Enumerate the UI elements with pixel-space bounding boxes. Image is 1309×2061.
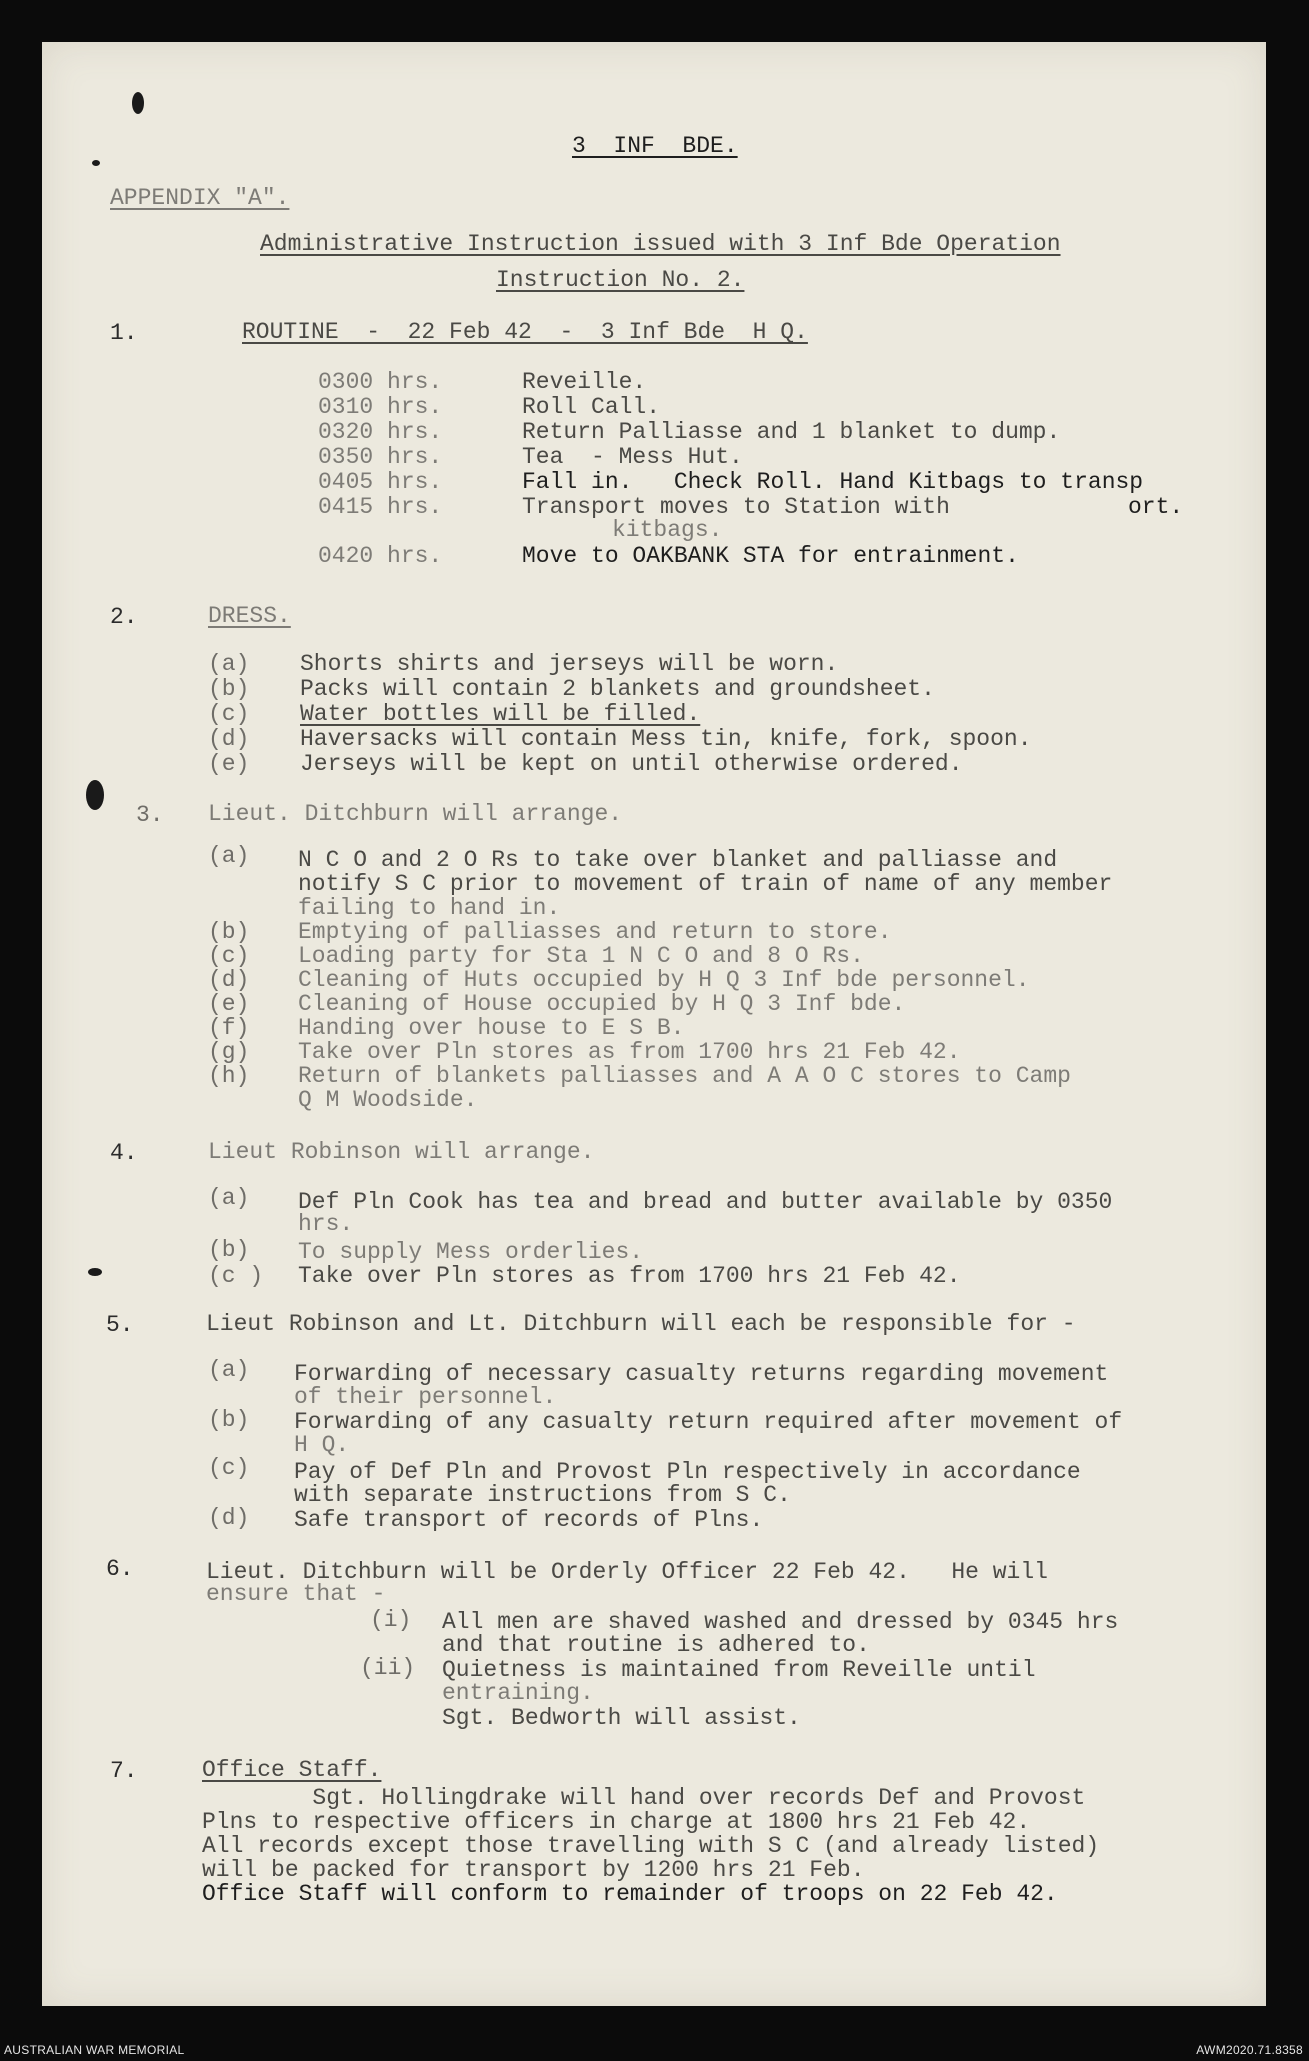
- dress-a-text: Shorts shirts and jerseys will be worn.: [300, 651, 839, 677]
- robinson-b-text: To supply Mess orderlies.: [298, 1239, 644, 1265]
- section-1-heading: ROUTINE - 22 Feb 42 - 3 Inf Bde H Q.: [242, 319, 808, 345]
- robinson-a-text-2: hrs.: [298, 1211, 354, 1237]
- time-0420: 0420 hrs.: [318, 543, 443, 569]
- wrap-ort: ort.: [1128, 494, 1184, 520]
- ensure-ii-text-2: entraining.: [442, 1680, 594, 1706]
- section-5-heading: Lieut Robinson and Lt. Ditchburn will each be responsible for -: [206, 1311, 1076, 1337]
- resp-b-label: (b): [208, 1407, 250, 1433]
- ink-blot: [92, 160, 100, 166]
- time-0350: 0350 hrs.: [318, 444, 443, 470]
- robinson-c-text: Take over Pln stores as from 1700 hrs 21 Feb 42.: [298, 1263, 961, 1289]
- section-3-heading: Lieut. Ditchburn will arrange.: [208, 801, 623, 827]
- arrange-b-label: (b): [208, 919, 250, 945]
- office-line-3: All records except those travelling with S C (and already listed): [202, 1833, 1100, 1859]
- section-5-number: 5.: [106, 1312, 134, 1338]
- time-0300: 0300 hrs.: [318, 369, 443, 395]
- resp-c-label: (c): [208, 1455, 250, 1481]
- arrange-b-text: Emptying of palliasses and return to store.: [298, 919, 892, 945]
- time-0420-text: Move to OAKBANK STA for entrainment.: [522, 543, 1019, 569]
- arrange-h-text-2: Q M Woodside.: [298, 1087, 478, 1113]
- section-6-line-2: ensure that -: [206, 1581, 386, 1607]
- dress-c-label: (c): [208, 701, 250, 727]
- resp-a-label: (a): [208, 1357, 250, 1383]
- time-0310-text: Roll Call.: [522, 394, 661, 420]
- time-0405: 0405 hrs.: [318, 469, 443, 495]
- section-4-heading: Lieut Robinson will arrange.: [208, 1139, 595, 1165]
- arrange-a-text-2: notify S C prior to movement of train of name of any member: [298, 871, 1113, 897]
- time-0320-text: Return Palliasse and 1 blanket to dump.: [522, 419, 1061, 445]
- time-0405-text: Fall in. Check Roll. Hand Kitbags to transp: [522, 469, 1144, 495]
- section-2-number: 2.: [110, 604, 138, 630]
- resp-c-text-2: with separate instructions from S C.: [294, 1482, 791, 1508]
- arrange-g-label: (g): [208, 1039, 250, 1065]
- arrange-g-text: Take over Pln stores as from 1700 hrs 21 Feb 42.: [298, 1039, 961, 1065]
- robinson-a-text-1: Def Pln Cook has tea and bread and butter available by 0350: [298, 1189, 1113, 1215]
- dress-d-text: Haversacks will contain Mess tin, knife, fork, spoon.: [300, 726, 1032, 752]
- resp-d-text: Safe transport of records of Plns.: [294, 1507, 764, 1533]
- office-line-5: Office Staff will conform to remainder of troops on 22 Feb 42.: [202, 1881, 1058, 1907]
- arrange-h-text: Return of blankets palliasses and A A O C stores to Camp: [298, 1063, 1071, 1089]
- resp-c-text-1: Pay of Def Pln and Provost Pln respectively in accordance: [294, 1459, 1081, 1485]
- arrange-f-text: Handing over house to E S B.: [298, 1015, 685, 1041]
- time-0415: 0415 hrs.: [318, 494, 443, 520]
- robinson-c-label: (c ): [208, 1263, 264, 1289]
- resp-a-text-1: Forwarding of necessary casualty returns regarding movement: [294, 1361, 1109, 1387]
- arrange-e-label: (e): [208, 991, 250, 1017]
- instruction-title-1: Administrative Instruction issued with 3 Inf Bde Operation: [260, 231, 1061, 257]
- time-0300-text: Reveille.: [522, 369, 647, 395]
- resp-d-label: (d): [208, 1505, 250, 1531]
- arrange-d-label: (d): [208, 967, 250, 993]
- section-2-heading: DRESS.: [208, 603, 291, 629]
- office-line-1: Sgt. Hollingdrake will hand over records Def and Provost: [202, 1785, 1086, 1811]
- dress-b-text: Packs will contain 2 blankets and groundsheet.: [300, 676, 935, 702]
- instruction-title-2: Instruction No. 2.: [496, 267, 745, 293]
- arrange-a-label: (a): [208, 843, 250, 869]
- ensure-ii-label: (ii): [360, 1655, 416, 1681]
- dress-d-label: (d): [208, 726, 250, 752]
- arrange-e-text: Cleaning of House occupied by H Q 3 Inf bde.: [298, 991, 906, 1017]
- section-4-number: 4.: [110, 1140, 138, 1166]
- resp-a-text-2: of their personnel.: [294, 1384, 557, 1410]
- section-7-heading: Office Staff.: [202, 1757, 382, 1783]
- wrap-kitbags: kitbags.: [612, 517, 723, 543]
- arrange-d-text: Cleaning of Huts occupied by H Q 3 Inf bde personnel.: [298, 967, 1030, 993]
- time-0320: 0320 hrs.: [318, 419, 443, 445]
- arrange-a-text-1: N C O and 2 O Rs to take over blanket and palliasse and: [298, 847, 1058, 873]
- appendix-label: APPENDIX "A".: [110, 185, 290, 211]
- unit-title: 3 INF BDE.: [572, 133, 738, 159]
- section-7-number: 7.: [110, 1758, 138, 1784]
- ink-blot: [86, 780, 104, 810]
- arrange-a-text-3: failing to hand in.: [298, 895, 561, 921]
- resp-b-text-1: Forwarding of any casualty return required after movement of: [294, 1409, 1123, 1435]
- resp-b-text-2: H Q.: [294, 1432, 350, 1458]
- time-0310: 0310 hrs.: [318, 394, 443, 420]
- dress-a-label: (a): [208, 651, 250, 677]
- ensure-i-text-1: All men are shaved washed and dressed by 0345 hrs: [442, 1609, 1119, 1635]
- arrange-f-label: (f): [208, 1015, 250, 1041]
- ensure-i-label: (i): [370, 1607, 412, 1633]
- office-line-4: will be packed for transport by 1200 hrs 21 Feb.: [202, 1857, 865, 1883]
- section-6-number: 6.: [106, 1556, 134, 1582]
- arrange-c-label: (c): [208, 943, 250, 969]
- ensure-i-text-2: and that routine is adhered to.: [442, 1632, 870, 1658]
- footer-right: AWM2020.71.8358: [1196, 2043, 1303, 2057]
- robinson-b-label: (b): [208, 1237, 250, 1263]
- time-0415-text: Transport moves to Station with: [522, 494, 950, 520]
- dress-c-text: Water bottles will be filled.: [300, 701, 701, 727]
- dress-e-text: Jerseys will be kept on until otherwise ordered.: [300, 751, 963, 777]
- section-1-number: 1.: [110, 320, 138, 346]
- ensure-ii-text-1: Quietness is maintained from Reveille until: [442, 1657, 1036, 1683]
- robinson-a-label: (a): [208, 1185, 250, 1211]
- office-line-2: Plns to respective officers in charge at 1800 hrs 21 Feb 42.: [202, 1809, 1031, 1835]
- section-3-number: 3.: [136, 802, 164, 828]
- section-6-assist: Sgt. Bedworth will assist.: [442, 1705, 801, 1731]
- ink-blot: [88, 1268, 102, 1276]
- ink-blot: [132, 92, 144, 114]
- dress-b-label: (b): [208, 676, 250, 702]
- time-0350-text: Tea - Mess Hut.: [522, 444, 743, 470]
- footer-left: AUSTRALIAN WAR MEMORIAL: [4, 2043, 185, 2057]
- arrange-c-text: Loading party for Sta 1 N C O and 8 O Rs.: [298, 943, 864, 969]
- document-page: [42, 42, 1266, 2006]
- section-6-line-1: Lieut. Ditchburn will be Orderly Officer 22 Feb 42. He will: [206, 1559, 1048, 1585]
- arrange-h-label: (h): [208, 1063, 250, 1089]
- dress-e-label: (e): [208, 751, 250, 777]
